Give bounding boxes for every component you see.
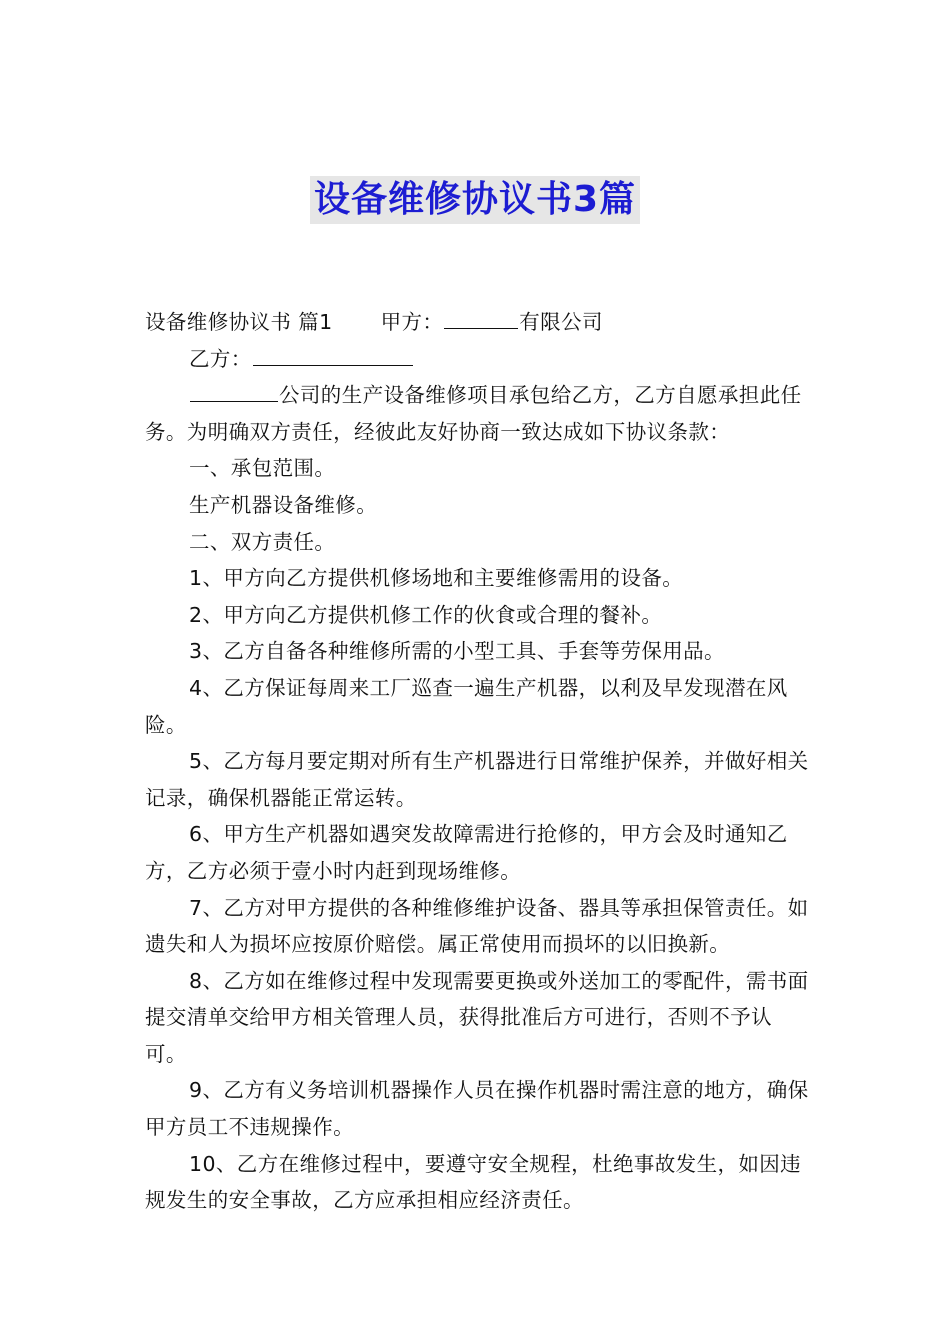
party-b-line [145, 341, 810, 378]
clause-item: 4、乙方保证每周来工厂巡查一遍生产机器，以利及早发现潜在风险。 [145, 675, 788, 737]
clause-item: 8、乙方如在维修过程中发现需要更换或外送加工的零配件，需书面提交清单交给甲方相关管理人员，获得批准后方可进行，否则不予认可。 [145, 968, 809, 1066]
clause-item: 10、乙方在维修过程中，要遵守安全规程，杜绝事故发生，如因违规发生的安全事故，乙方应承担相应经济责任。 [145, 1151, 802, 1213]
heading-line [145, 304, 810, 341]
clause-item: 5、乙方每月要定期对所有生产机器进行日常维护保养，并做好相关记录，确保机器能正常运转。 [145, 749, 809, 810]
party-a-label: 甲方： [380, 310, 444, 334]
party-a-blank [444, 304, 518, 329]
clause-item: 2、甲方向乙方提供机修工作的伙食或合理的餐补。 [189, 602, 663, 627]
clause-item: 1、甲方向乙方提供机修场地和主要维修需用的设备。 [189, 566, 684, 591]
document-title: 设备维修协议书3篇 [310, 176, 640, 224]
intro-paragraph [145, 377, 810, 450]
clause-item: 9、乙方有义务培训机器操作人员在操作机器时需注意的地方，确保甲方员工不违规操作。 [145, 1078, 809, 1140]
document-body [145, 304, 810, 1219]
clause-item: 3、乙方自备各种维修所需的小型工具、手套等劳保用品。 [189, 639, 725, 664]
party-a-suffix: 有限公司 [519, 310, 603, 334]
party-b-label: 乙方： [189, 346, 252, 371]
intro-text: 公司的生产设备维修项目承包给乙方，乙方自愿承担此任务。为明确双方责任，经彼此友好协商一致达成如下协议条款： [145, 383, 802, 444]
heading-label: 设备维修协议书 篇1 [145, 310, 333, 334]
section-1-body: 生产机器设备维修。 [189, 492, 378, 517]
clause-item: 6、甲方生产机器如遇突发故障需进行抢修的，甲方会及时通知乙方，乙方必须于壹小时内赶到现场维修。 [145, 822, 788, 883]
section-2-heading: 二、双方责任。 [189, 529, 336, 554]
party-b-blank [253, 341, 413, 366]
title-wrap [0, 176, 950, 224]
clause-item: 7、乙方对甲方提供的各种维修维护设备、器具等承担保管责任。如遗失和人为损坏应按原价赔偿。属正常使用而损坏的以旧换新。 [145, 895, 809, 957]
company-blank [190, 377, 278, 402]
section-1-heading: 一、承包范围。 [189, 456, 336, 481]
